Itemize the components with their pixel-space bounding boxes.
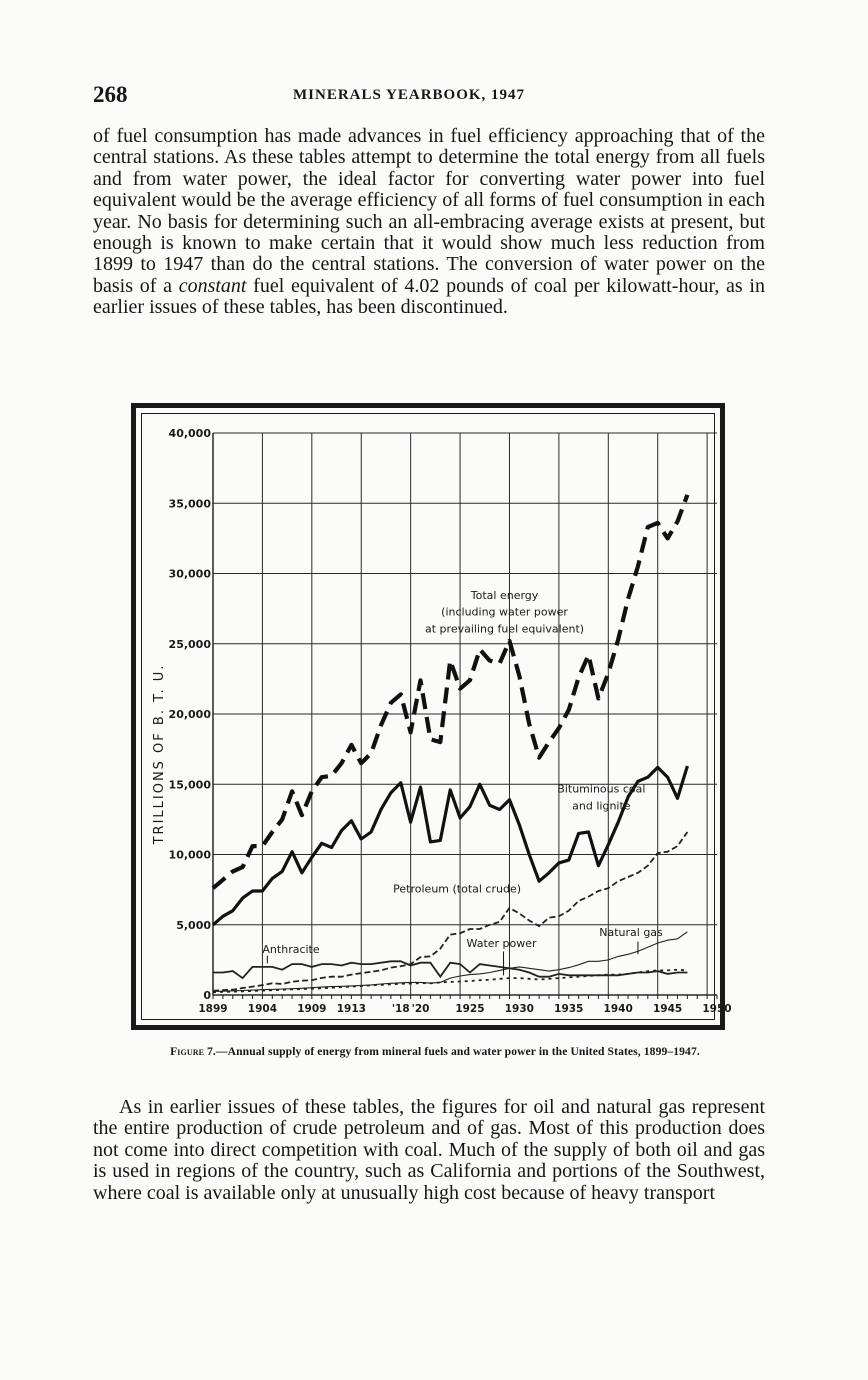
paragraph-1-text-b: fuel equivalent of 4.02 pounds of coal per kilowatt-hour, as in earlier issues of these tables, has been discontinued. [93,274,765,319]
paragraph-1-text-a: of fuel consumption has made advances in fuel efficiency approaching that of the central stations. As these tables attempt to determine the total energy from all fuels and from water power, the ideal factor for converting water power into fuel equivalent would be the average efficiency of all forms of fuel consumption in each year. No basis for determining such an all-embracing average exists at present, but enough is known to make certain that it would show much less reduction from 1899 to 1947 than do the central stations. The conversion of water power on the basis of a [93,125,765,297]
annotation-bituminous: and lignite [572,799,631,813]
x-tick-label: '18 [391,1003,410,1015]
annotation-total-energy: Total energy [470,588,539,602]
caption-text: —Annual supply of energy from mineral fuels and water power in the United States, 1899–1947. [215,1045,700,1058]
y-tick-label: 35,000 [168,497,211,511]
energy-supply-chart [136,408,732,1025]
x-tick-label: 1899 [198,1003,228,1015]
x-tick-label: 1930 [504,1003,534,1015]
y-tick-label: 10,000 [168,848,211,862]
y-tick-label: 0 [203,989,211,1002]
series-line [213,832,687,991]
figure-frame [131,403,732,1030]
y-tick-label: 5,000 [176,918,211,932]
paragraph-2: As in earlier issues of these tables, the figures for oil and natural gas represent the entire production of crude petroleum and of gas. Most of this production does not come into direct competition with coal. Much of the supply of both oil and gas is used in regions of the country, such as California and portions of the Southwest, where coal is available only at unusually high cost because of heavy transport [93,1096,765,1204]
x-tick-label: 1935 [554,1003,584,1015]
paragraph-1 [93,126,765,319]
y-tick-label: 20,000 [168,708,211,721]
annotation-petroleum: Petroleum (total crude) [393,882,522,896]
annotation-total-energy: (including water power [441,605,568,619]
x-tick-label: 1909 [297,1003,327,1015]
x-tick-label: 1940 [603,1003,633,1015]
x-tick-label: 1950 [702,1003,732,1015]
x-tick-label: 1925 [455,1003,485,1015]
x-tick-label: 1913 [336,1003,366,1015]
paragraph-1-italic: constant [178,274,247,297]
annotation-anthracite: Anthracite [262,942,320,956]
y-tick-label: 40,000 [168,427,211,440]
y-tick-label: 15,000 [168,778,211,792]
figure-caption [90,1045,780,1058]
y-axis-title: TRILLIONS OF B. T. U. [152,663,167,845]
page-number: 268 [93,82,128,107]
page-header [93,82,765,110]
running-head: MINERALS YEARBOOK, 1947 [293,87,526,103]
x-tick-label: 1904 [247,1003,278,1015]
series-line [213,932,687,992]
annotation-bituminous: Bituminous coal [557,782,646,796]
y-tick-label: 25,000 [168,637,211,651]
annotation-water-power: Water power [466,937,537,951]
annotation-natural-gas: Natural gas [599,925,663,939]
annotation-total-energy: at prevailing fuel equivalent) [425,622,585,636]
x-tick-label: 1945 [652,1003,683,1015]
y-tick-label: 30,000 [168,567,211,581]
series-line [213,961,687,978]
caption-label: Figure 7. [170,1045,216,1058]
x-tick-label: '20 [411,1003,430,1015]
